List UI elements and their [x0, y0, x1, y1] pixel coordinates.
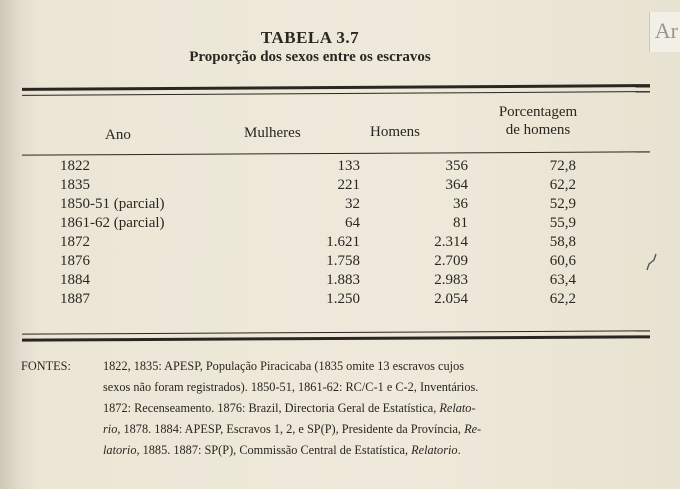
header-ano: Ano: [105, 127, 131, 143]
cell-mulheres: 1.250: [326, 291, 360, 307]
cell-mulheres: 133: [337, 158, 360, 174]
cell-pct: 62,2: [549, 177, 576, 193]
cell-ano: 1850-51 (parcial): [60, 196, 165, 212]
cell-homens: 81: [453, 215, 468, 231]
cell-mulheres: 1.621: [326, 234, 360, 250]
cell-homens: 2.054: [434, 291, 468, 307]
table-subtitle: Proporção dos sexos entre os escravos: [189, 49, 431, 65]
header-porcentagem: [478, 103, 598, 139]
header-rule: [22, 151, 650, 155]
corner-watermark: Ar: [654, 18, 678, 43]
table-row: [60, 253, 660, 272]
cell-pct: 60,6: [549, 253, 576, 269]
sources-line: latorio, 1885. 1887: SP(P), Commissão Central de Estatística, Relatorio.: [103, 443, 461, 457]
sources-line: 1872: Recenseamento. 1876: Brazil, Directoria Geral de Estatística, Relato-: [103, 401, 476, 415]
page-gutter: [0, 0, 22, 489]
table-row: [60, 234, 660, 253]
header-pct-line1: Porcentagem: [498, 104, 578, 120]
sources-line: rio, 1878. 1884: APESP, Escravos 1, 2, e SP(P), Presidente da Província, Re-: [103, 422, 482, 436]
cell-ano: 1861-62 (parcial): [60, 215, 165, 231]
cell-pct: 72,8: [549, 158, 576, 174]
sources-line: 1822, 1835: APESP, População Piracicaba (1835 omite 13 escravos cujos: [103, 359, 464, 373]
sources-label: FONTES:: [21, 359, 71, 373]
table-title: TABELA 3.7: [260, 28, 360, 47]
pen-mark-icon: [645, 252, 659, 272]
cell-homens: 2.314: [434, 234, 468, 250]
table-row: [60, 158, 660, 177]
bottom-thin-rule: [22, 330, 650, 334]
cell-homens: 364: [445, 177, 468, 193]
table-body: [60, 158, 660, 310]
table-row: [60, 272, 660, 291]
sources-line: sexos não foram registrados). 1850-51, 1861-62: RC/C-1 e C-2, Inventários.: [103, 380, 479, 394]
cell-mulheres: 221: [337, 177, 360, 193]
bottom-thick-rule: [22, 335, 650, 341]
table-row: [60, 196, 660, 215]
cell-ano: 1822: [60, 158, 90, 174]
cell-mulheres: 32: [345, 196, 360, 212]
top-thin-rule: [22, 91, 650, 96]
cell-mulheres: 1.758: [326, 253, 360, 269]
table-row: [60, 177, 660, 196]
top-thick-rule: [22, 84, 650, 91]
cell-homens: 2.709: [434, 253, 468, 269]
header-pct-line2: de homens: [505, 122, 571, 138]
cell-homens: 356: [445, 158, 468, 174]
cell-pct: 52,9: [549, 196, 576, 212]
cell-ano: 1835: [60, 177, 90, 193]
cell-homens: 2.983: [434, 272, 468, 288]
cell-homens: 36: [453, 196, 468, 212]
sources-text: [103, 356, 663, 461]
header-homens: Homens: [370, 124, 420, 140]
cell-mulheres: 1.883: [326, 272, 360, 288]
table-row: [60, 215, 660, 234]
cell-pct: 62,2: [549, 291, 576, 307]
cell-mulheres: 64: [345, 215, 360, 231]
header-mulheres: Mulheres: [244, 125, 301, 141]
cell-pct: 63,4: [549, 272, 576, 288]
cell-ano: 1887: [60, 291, 90, 307]
cell-pct: 58,8: [549, 234, 576, 250]
cell-ano: 1884: [60, 272, 90, 288]
table-row: [60, 291, 660, 310]
cell-ano: 1872: [60, 234, 90, 250]
cell-ano: 1876: [60, 253, 90, 269]
cell-pct: 55,9: [549, 215, 576, 231]
